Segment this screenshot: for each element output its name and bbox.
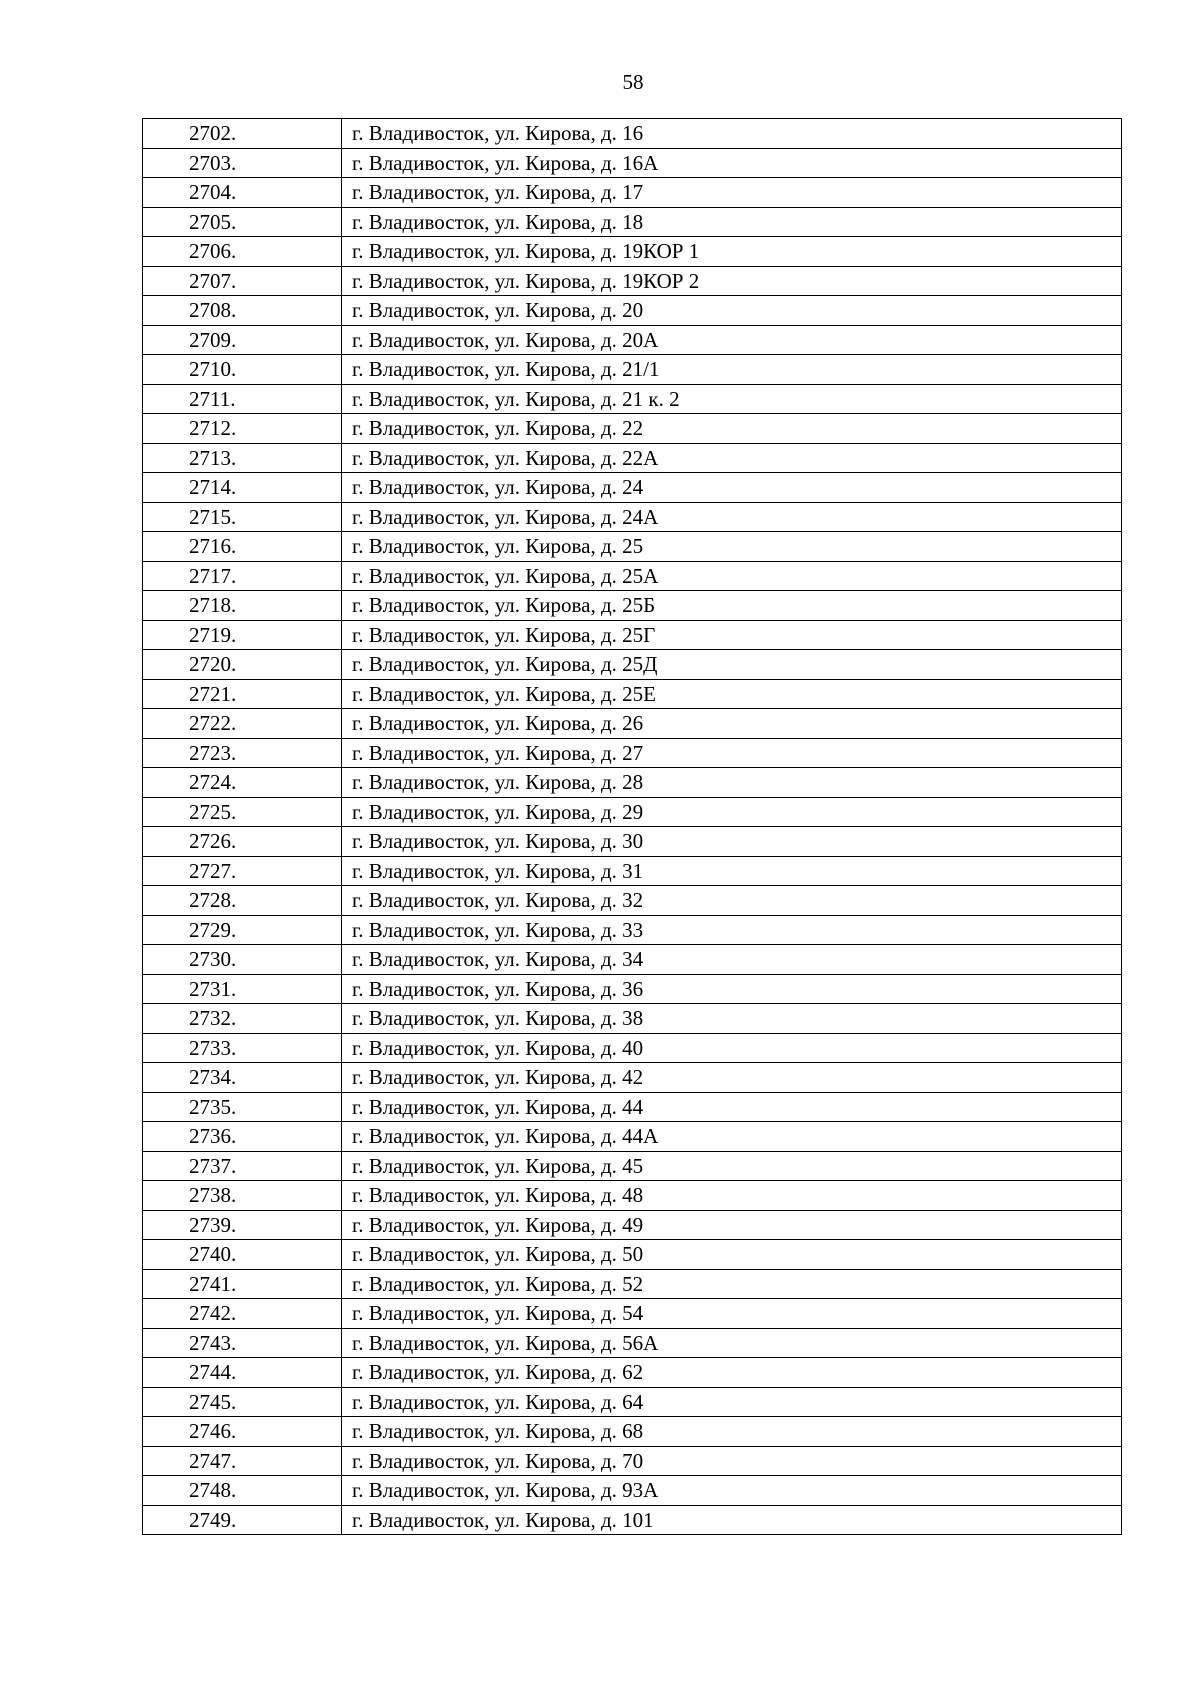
table-row (143, 768, 1122, 798)
row-number-cell: 2707. (143, 266, 342, 296)
address-cell: г. Владивосток, ул. Кирова, д. 30 (342, 827, 1122, 857)
row-number-cell: 2739. (143, 1210, 342, 1240)
row-number-cell: 2719. (143, 620, 342, 650)
table-row (143, 473, 1122, 503)
row-number-cell: 2708. (143, 296, 342, 326)
row-number-cell: 2711. (143, 384, 342, 414)
row-number-cell: 2709. (143, 325, 342, 355)
table-row (143, 1240, 1122, 1270)
table-row (143, 561, 1122, 591)
address-cell: г. Владивосток, ул. Кирова, д. 25Б (342, 591, 1122, 621)
address-cell: г. Владивосток, ул. Кирова, д. 36 (342, 974, 1122, 1004)
address-cell: г. Владивосток, ул. Кирова, д. 42 (342, 1063, 1122, 1093)
table-row (143, 1269, 1122, 1299)
table-row (143, 502, 1122, 532)
row-number-cell: 2725. (143, 797, 342, 827)
table-row (143, 620, 1122, 650)
address-cell: г. Владивосток, ул. Кирова, д. 32 (342, 886, 1122, 916)
address-cell: г. Владивосток, ул. Кирова, д. 101 (342, 1505, 1122, 1535)
table-row (143, 1476, 1122, 1506)
row-number-cell: 2740. (143, 1240, 342, 1270)
table-row (143, 679, 1122, 709)
table-row (143, 1181, 1122, 1211)
address-cell: г. Владивосток, ул. Кирова, д. 48 (342, 1181, 1122, 1211)
address-table (142, 118, 1122, 1535)
address-cell: г. Владивосток, ул. Кирова, д. 21/1 (342, 355, 1122, 385)
row-number-cell: 2713. (143, 443, 342, 473)
row-number-cell: 2746. (143, 1417, 342, 1447)
address-cell: г. Владивосток, ул. Кирова, д. 17 (342, 178, 1122, 208)
address-cell: г. Владивосток, ул. Кирова, д. 38 (342, 1004, 1122, 1034)
table-row (143, 532, 1122, 562)
table-row (143, 1063, 1122, 1093)
address-cell: г. Владивосток, ул. Кирова, д. 31 (342, 856, 1122, 886)
table-row (143, 237, 1122, 267)
row-number-cell: 2716. (143, 532, 342, 562)
table-row (143, 178, 1122, 208)
address-cell: г. Владивосток, ул. Кирова, д. 25А (342, 561, 1122, 591)
address-cell: г. Владивосток, ул. Кирова, д. 21 к. 2 (342, 384, 1122, 414)
row-number-cell: 2715. (143, 502, 342, 532)
address-cell: г. Владивосток, ул. Кирова, д. 19КОР 2 (342, 266, 1122, 296)
table-row (143, 1122, 1122, 1152)
table-row (143, 266, 1122, 296)
address-cell: г. Владивосток, ул. Кирова, д. 25 (342, 532, 1122, 562)
address-cell: г. Владивосток, ул. Кирова, д. 26 (342, 709, 1122, 739)
address-cell: г. Владивосток, ул. Кирова, д. 54 (342, 1299, 1122, 1329)
address-cell: г. Владивосток, ул. Кирова, д. 22А (342, 443, 1122, 473)
address-cell: г. Владивосток, ул. Кирова, д. 93А (342, 1476, 1122, 1506)
address-cell: г. Владивосток, ул. Кирова, д. 33 (342, 915, 1122, 945)
address-cell: г. Владивосток, ул. Кирова, д. 22 (342, 414, 1122, 444)
address-cell: г. Владивосток, ул. Кирова, д. 16А (342, 148, 1122, 178)
table-row (143, 738, 1122, 768)
table-row (143, 1033, 1122, 1063)
row-number-cell: 2737. (143, 1151, 342, 1181)
page-number: 58 (622, 70, 644, 94)
row-number-cell: 2727. (143, 856, 342, 886)
row-number-cell: 2741. (143, 1269, 342, 1299)
row-number-cell: 2720. (143, 650, 342, 680)
address-cell: г. Владивосток, ул. Кирова, д. 49 (342, 1210, 1122, 1240)
table-row (143, 1446, 1122, 1476)
table-row (143, 1358, 1122, 1388)
row-number-cell: 2717. (143, 561, 342, 591)
table-row (143, 650, 1122, 680)
row-number-cell: 2703. (143, 148, 342, 178)
table-row (143, 296, 1122, 326)
row-number-cell: 2744. (143, 1358, 342, 1388)
table-row (143, 355, 1122, 385)
table-row (143, 1328, 1122, 1358)
address-cell: г. Владивосток, ул. Кирова, д. 20А (342, 325, 1122, 355)
table-row (143, 384, 1122, 414)
address-cell: г. Владивосток, ул. Кирова, д. 70 (342, 1446, 1122, 1476)
table-row (143, 1387, 1122, 1417)
address-cell: г. Владивосток, ул. Кирова, д. 56А (342, 1328, 1122, 1358)
address-cell: г. Владивосток, ул. Кирова, д. 44А (342, 1122, 1122, 1152)
address-cell: г. Владивосток, ул. Кирова, д. 62 (342, 1358, 1122, 1388)
row-number-cell: 2723. (143, 738, 342, 768)
address-cell: г. Владивосток, ул. Кирова, д. 64 (342, 1387, 1122, 1417)
row-number-cell: 2748. (143, 1476, 342, 1506)
row-number-cell: 2731. (143, 974, 342, 1004)
row-number-cell: 2735. (143, 1092, 342, 1122)
table-row (143, 414, 1122, 444)
row-number-cell: 2745. (143, 1387, 342, 1417)
table-row (143, 1299, 1122, 1329)
row-number-cell: 2710. (143, 355, 342, 385)
row-number-cell: 2722. (143, 709, 342, 739)
table-row (143, 443, 1122, 473)
address-cell: г. Владивосток, ул. Кирова, д. 52 (342, 1269, 1122, 1299)
address-cell: г. Владивосток, ул. Кирова, д. 25Д (342, 650, 1122, 680)
address-cell: г. Владивосток, ул. Кирова, д. 18 (342, 207, 1122, 237)
row-number-cell: 2721. (143, 679, 342, 709)
table-row (143, 591, 1122, 621)
address-cell: г. Владивосток, ул. Кирова, д. 16 (342, 119, 1122, 149)
address-cell: г. Владивосток, ул. Кирова, д. 44 (342, 1092, 1122, 1122)
row-number-cell: 2732. (143, 1004, 342, 1034)
row-number-cell: 2736. (143, 1122, 342, 1152)
row-number-cell: 2724. (143, 768, 342, 798)
table-row (143, 1210, 1122, 1240)
row-number-cell: 2747. (143, 1446, 342, 1476)
table-row (143, 325, 1122, 355)
row-number-cell: 2702. (143, 119, 342, 149)
row-number-cell: 2718. (143, 591, 342, 621)
row-number-cell: 2712. (143, 414, 342, 444)
address-cell: г. Владивосток, ул. Кирова, д. 25Г (342, 620, 1122, 650)
table-row (143, 886, 1122, 916)
table-row (143, 797, 1122, 827)
table-row (143, 827, 1122, 857)
row-number-cell: 2728. (143, 886, 342, 916)
table-row (143, 119, 1122, 149)
table-row (143, 1092, 1122, 1122)
address-cell: г. Владивосток, ул. Кирова, д. 28 (342, 768, 1122, 798)
address-cell: г. Владивосток, ул. Кирова, д. 25Е (342, 679, 1122, 709)
table-row (143, 1004, 1122, 1034)
row-number-cell: 2706. (143, 237, 342, 267)
address-cell: г. Владивосток, ул. Кирова, д. 20 (342, 296, 1122, 326)
table-body (143, 119, 1122, 1535)
address-cell: г. Владивосток, ул. Кирова, д. 40 (342, 1033, 1122, 1063)
row-number-cell: 2730. (143, 945, 342, 975)
table-row (143, 945, 1122, 975)
table-row (143, 148, 1122, 178)
table-row (143, 974, 1122, 1004)
table-row (143, 856, 1122, 886)
table-row (143, 207, 1122, 237)
row-number-cell: 2705. (143, 207, 342, 237)
address-cell: г. Владивосток, ул. Кирова, д. 34 (342, 945, 1122, 975)
address-cell: г. Владивосток, ул. Кирова, д. 50 (342, 1240, 1122, 1270)
address-cell: г. Владивосток, ул. Кирова, д. 19КОР 1 (342, 237, 1122, 267)
address-cell: г. Владивосток, ул. Кирова, д. 29 (342, 797, 1122, 827)
address-cell: г. Владивосток, ул. Кирова, д. 24А (342, 502, 1122, 532)
address-cell: г. Владивосток, ул. Кирова, д. 45 (342, 1151, 1122, 1181)
row-number-cell: 2729. (143, 915, 342, 945)
table-row (143, 709, 1122, 739)
row-number-cell: 2704. (143, 178, 342, 208)
table-row (143, 1505, 1122, 1535)
row-number-cell: 2734. (143, 1063, 342, 1093)
address-cell: г. Владивосток, ул. Кирова, д. 68 (342, 1417, 1122, 1447)
row-number-cell: 2738. (143, 1181, 342, 1211)
table-row (143, 915, 1122, 945)
row-number-cell: 2714. (143, 473, 342, 503)
address-cell: г. Владивосток, ул. Кирова, д. 27 (342, 738, 1122, 768)
row-number-cell: 2749. (143, 1505, 342, 1535)
row-number-cell: 2743. (143, 1328, 342, 1358)
table-row (143, 1151, 1122, 1181)
row-number-cell: 2733. (143, 1033, 342, 1063)
row-number-cell: 2742. (143, 1299, 342, 1329)
row-number-cell: 2726. (143, 827, 342, 857)
address-cell: г. Владивосток, ул. Кирова, д. 24 (342, 473, 1122, 503)
table-row (143, 1417, 1122, 1447)
